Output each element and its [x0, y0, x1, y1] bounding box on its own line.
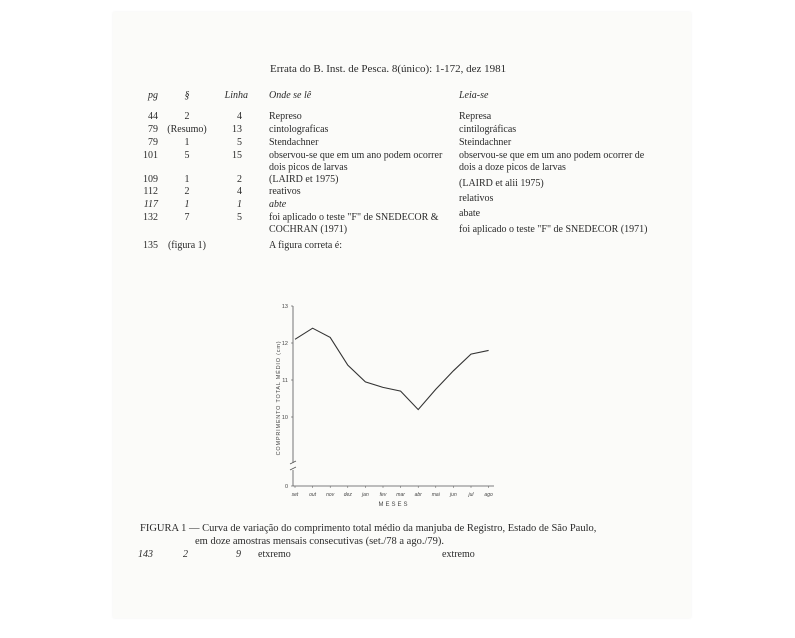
chart-series-line [295, 328, 489, 409]
x-tick-label-dez: dez [343, 492, 352, 498]
row-2-leia: Steindachner [459, 137, 512, 148]
row-6-pg: 117 [143, 199, 158, 210]
row-1-par: (Resumo) [167, 124, 207, 135]
row-3-linha: 15 [232, 150, 242, 161]
row-5-linha: 4 [237, 186, 242, 197]
x-tick-label-ago: ago [484, 492, 493, 498]
row-2-linha: 5 [237, 137, 242, 148]
chart-ticks [282, 304, 293, 490]
x-tick-label-abr: abr [414, 492, 422, 498]
row-5-par: 2 [184, 186, 190, 197]
row-1-leia: cintilográficas [459, 124, 517, 135]
row-2-par: 1 [184, 137, 190, 148]
bottom-paragraph: 2 [183, 549, 188, 560]
row-6-linha: 1 [237, 199, 242, 210]
row-7-pg: 132 [143, 212, 158, 223]
row-2-onde: Stendachner [269, 137, 319, 148]
row-1-pg: 79 [148, 124, 158, 135]
row-3-leia: observou-se que em um ano podem ocorrer de dois a doze picos de larvas [459, 150, 645, 173]
row-0-par: 2 [184, 111, 190, 122]
header-onde-se-le: Onde se lê [269, 90, 312, 101]
header-paragraph: § [184, 90, 190, 101]
header-leia-se: Leia-se [459, 90, 489, 101]
header-pg: pg [148, 90, 158, 101]
x-tick-label-jul: jul [468, 492, 474, 498]
y-tick-label-13: 13 [281, 304, 288, 310]
x-tick-label-mai: mai [431, 492, 440, 498]
row-7-onde: foi aplicado o teste "F" de SNEDECOR & COCHRAN (1971) [269, 212, 439, 235]
row-6-leia: abate [459, 208, 481, 219]
errata-title: Errata do B. Inst. de Pesca. 8(único): 1-172, dez 1981 [270, 63, 507, 75]
row-4-onde: (LAIRD et 1975) [269, 174, 339, 185]
y-axis-break [290, 461, 296, 470]
y-tick-label-10: 10 [281, 415, 288, 421]
y-tick-label-0: 0 [284, 484, 288, 490]
chart-x-label: MESES [378, 502, 410, 508]
row-7-leia: foi aplicado o teste "F" de SNEDECOR (1971) [459, 224, 648, 235]
row-0-onde: Represo [269, 111, 302, 122]
x-tick-label-out: out [309, 492, 317, 498]
x-tick-label-fev: fev [379, 492, 387, 498]
y-tick-label-12: 12 [281, 341, 288, 347]
x-tick-label-set: set [291, 492, 299, 498]
row-3-onde: observou-se que em um ano podem ocorrer dois picos de larvas [269, 150, 443, 173]
length-curve-chart [272, 298, 512, 508]
row-5-pg: 112 [143, 186, 158, 197]
row-1-linha: 13 [232, 124, 242, 135]
bottom-linha: 9 [236, 549, 241, 560]
row-8-pg: 135 [143, 240, 158, 251]
x-tick-label-mar: mar [396, 492, 405, 498]
row-1-onde: cintolograficas [269, 124, 329, 135]
row-4-linha: 2 [237, 174, 242, 185]
row-6-onde: abte [269, 199, 287, 210]
bottom-onde-se-le: etxremo [258, 549, 291, 560]
row-7-par: 7 [184, 212, 190, 223]
row-4-pg: 109 [143, 174, 158, 185]
row-4-par: 1 [184, 174, 190, 185]
row-3-pg: 101 [143, 150, 158, 161]
row-0-leia: Represa [459, 111, 492, 122]
y-tick-label-11: 11 [282, 378, 288, 384]
row-6-par: 1 [184, 199, 190, 210]
header-linha: Linha [224, 90, 248, 101]
x-tick-label-jan: jan [362, 492, 369, 498]
caption-line-1: Curva de variação do comprimento total médio da manjuba de Registro, Estado de São Paulo, [202, 523, 597, 534]
row-0-linha: 4 [237, 111, 242, 122]
row-4-leia: (LAIRD et alii 1975) [459, 178, 544, 189]
bottom-pg: 143 [138, 549, 153, 560]
row-8-par: (figura 1) [167, 240, 207, 251]
row-2-pg: 79 [148, 137, 158, 148]
row-5-onde: reativos [269, 186, 301, 197]
x-tick-label-jun: jun [450, 492, 457, 498]
caption-label: FIGURA 1 — [140, 523, 200, 534]
row-7-linha: 5 [237, 212, 242, 223]
x-tick-label-nov: nov [326, 492, 335, 498]
chart-y-label: COMPRIMENTO TOTAL MÉDIO (cm) [276, 340, 282, 456]
row-0-pg: 44 [148, 111, 158, 122]
caption-line-2: em doze amostras mensais consecutivas (set./78 a ago./79). [195, 536, 445, 547]
row-8-onde: A figura correta é: [269, 240, 343, 251]
figure-caption [140, 522, 660, 548]
row-5-leia: relativos [459, 193, 494, 204]
chart-x-labels [292, 486, 493, 498]
row-3-par: 5 [184, 150, 190, 161]
bottom-leia-se: extremo [442, 549, 475, 560]
